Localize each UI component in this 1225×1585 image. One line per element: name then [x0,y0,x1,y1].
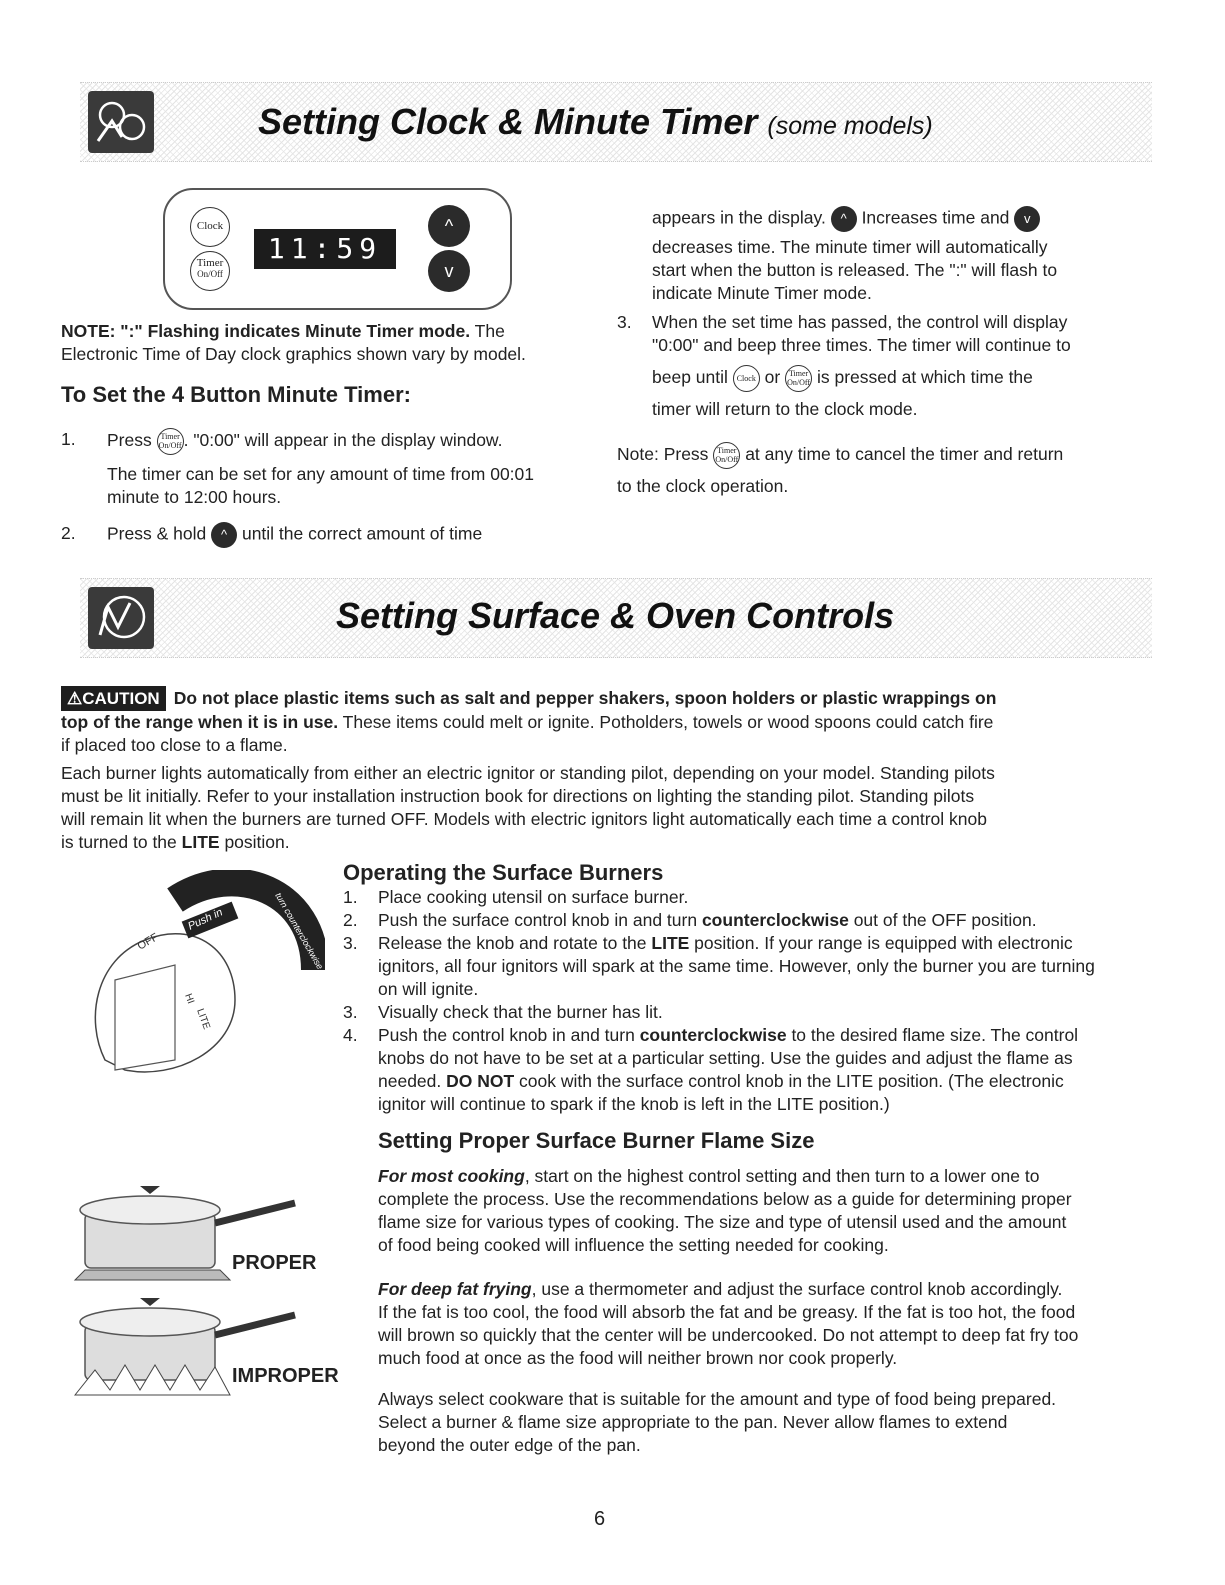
knob-off-label: OFF [135,931,161,953]
knob-turn-label: turn counterclockwise [273,891,325,971]
section-banner-controls [80,578,1152,658]
timer-step-2: 2. Press & hold ^ until the correct amount of time [61,522,601,548]
hand-knob-icon [88,587,154,649]
op-step-2: 2. Push the surface control knob in and turn counterclockwise out of the OFF position. [343,910,1037,930]
improper-flame-pan-illustration [70,1295,310,1405]
note-flashing: NOTE: ":" Flashing indicates Minute Timer mode. The Electronic Time of Day clock graphics shown vary by model. [61,321,526,364]
page-number: 6 [594,1508,606,1530]
op-step-1: 1. Place cooking utensil on surface burner. [343,887,689,907]
clock-button[interactable]: Clock [190,207,230,247]
section-heading-operating: Operating the Surface Burners [343,860,664,885]
op-step-4: 4. Push the control knob in and turn counterclockwise to the desired flame size. The control knobs do not have to be set at a particular setting. Use the guides and adjust the flame as needed. DO NOT cook with the surface control knob in the LITE position. (The electronic ignitor will continue to spark if the knob is left in the LITE position.) [343,1025,1079,1114]
timer-button-icon: Timer On/Off [713,442,740,469]
section-heading-timer: To Set the 4 Button Minute Timer: [61,382,411,407]
caution-paragraph: ⚠CAUTION Do not place plastic items such as salt and pepper shakers, spoon holders or plastic wrappings on top of the range when it is in use. These items could melt or ignite. Potholders, towels or wood spoons could catch fire if placed too close to a flame. [61,688,997,755]
control-knob-illustration [85,870,325,1080]
section-heading-flame: Setting Proper Surface Burner Flame Size [378,1128,815,1153]
section-title: Setting Clock & Minute Timer (some models) [258,101,933,142]
op-step-3b: 3. Visually check that the burner has lit. [343,1002,663,1022]
timer-button-icon: Timer On/Off [157,428,184,455]
note-cancel-timer: Note: Press Timer On/Off at any time to cancel the timer and return to the clock operation. [617,442,1157,498]
timer-step-3: 3. When the set time has passed, the control will display "0:00" and beep three times. The timer will continue to beep until Clock or Timer On/Off is pressed at which time the timer will return to the clock mode. [617,312,1071,419]
clock-display: 11:59 [254,229,396,269]
knob-push-in-label: Push in [186,906,225,933]
clock-button-icon: Clock [733,365,760,392]
timer-step-1: 1. Press Timer On/Off . "0:00" will appear in the display window. The timer can be set for any amount of time from 00:01 minute to 12:00 hours. [61,429,535,507]
cookware-paragraph: Always select cookware that is suitable for the amount and type of food being prepared. Select a burner & flame size appropriate to the pan. Never allow flames to extend beyond the outer edge of the pan. [378,1389,1057,1455]
knob-lite-label: LITE [194,1007,212,1031]
down-arrow-button[interactable]: v [428,250,470,292]
section-title: Setting Surface & Oven Controls [336,595,895,636]
op-step-3: 3. Release the knob and rotate to the LITE position. If your range is equipped with electronic ignitors, all four ignitors will spark at the same time. However, only the burner you are turning on will ignite. [343,933,1095,999]
down-arrow-icon: v [1014,206,1040,232]
up-arrow-icon: ^ [831,206,857,232]
ignition-paragraph: Each burner lights automatically from either an electric ignitor or standing pilot, depending on your model. Standing pilots must be lit initially. Refer to your installation instruction book for directions on lighting the standing pilot. Standing pilots will remain lit when the burners are turned OFF. Models with electric ignitors light automatically each time a control knob is turned to the LITE position. [61,763,995,852]
proper-label: PROPER [232,1252,317,1274]
operating-steps [343,886,1163,1116]
deep-fat-paragraph: For deep fat frying, use a thermometer and adjust the surface control knob accordingly. If the fat is too cool, the food will absorb the fat and be greasy. If the fat is too hot, the food will brown so quickly that the center will be undercooked. Do not attempt to deep fat fry too much food at once as the food will neither brown nor cook properly. [378,1279,1079,1368]
most-cooking-paragraph: For most cooking, start on the highest control setting and then turn to a lower one to complete the process. Use the recommendations below as a guide for determining proper flame size for various types of cooking. The size and type of utensil used and the amount of food being cooked will influence the setting needed for cooking. [378,1166,1072,1255]
timer-step-2-continued: appears in the display. ^ Increases time and v decreases time. The minute timer will automatically start when the button is released. The ":" will flash to indicate Minute Timer mode. [652,207,1058,303]
timer-button[interactable]: Timer On/Off [190,251,230,291]
caution-badge: ⚠CAUTION [61,686,166,711]
improper-label: IMPROPER [232,1365,339,1387]
up-arrow-icon: ^ [211,522,237,548]
clock-hands-icon [88,91,154,153]
timer-button-icon: Timer On/Off [785,365,812,392]
knob-hi-label: HI [182,992,196,1006]
section-banner-clock [80,82,1152,162]
up-arrow-button[interactable]: ^ [428,205,470,247]
